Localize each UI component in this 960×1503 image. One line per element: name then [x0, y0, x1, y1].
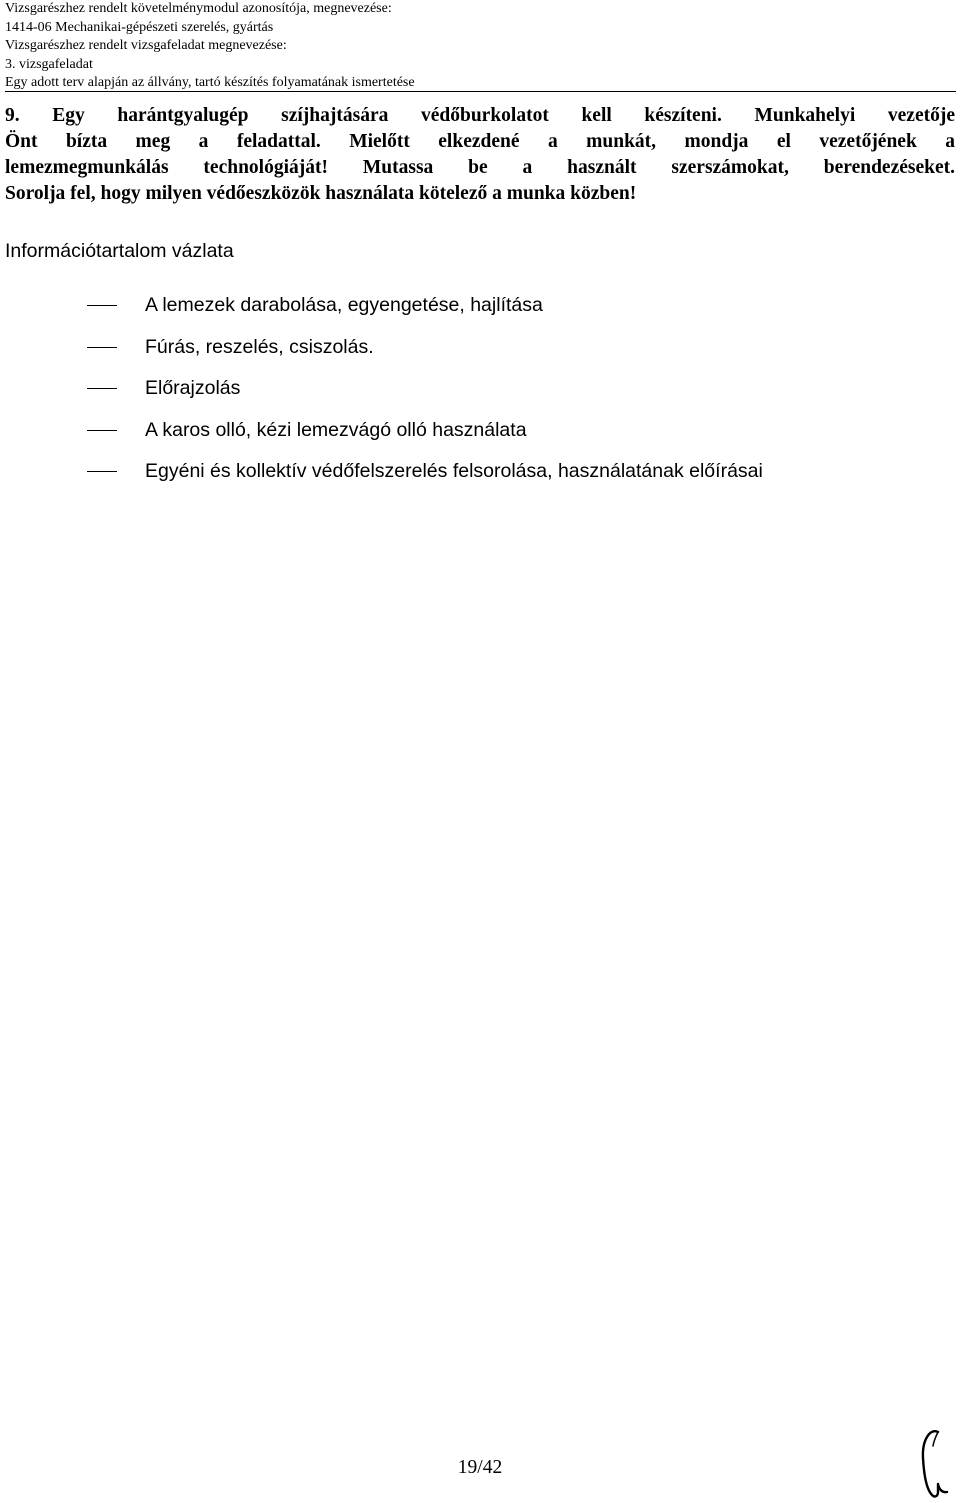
list-item — [0, 415, 960, 457]
dash-bullet-icon — [87, 305, 117, 306]
module-label: Vizsgarészhez rendelt követelménymodul azonosítója, megnevezése: — [5, 1, 392, 16]
task-description — [5, 103, 955, 207]
list-item-text: A lemezek darabolása, egyengetése, hajlítása — [145, 294, 543, 316]
list-item-text: Előrajzolás — [145, 377, 241, 400]
task-line: lemezmegmunkálás technológiáját! Mutassa be a használt szerszámokat, berendezéseket. — [5, 157, 955, 178]
list-item — [0, 373, 960, 415]
task-line: 9. Egy harántgyalugép szíjhajtására védőburkolatot kell készíteni. Munkahelyi vezetője — [5, 105, 955, 126]
info-outline-list — [0, 290, 960, 498]
exam-task-number: 3. vizsgafeladat — [5, 56, 93, 72]
exam-task-title: Egy adott terv alapján az állvány, tartó készítés folyamatának ismertetése — [5, 75, 415, 91]
info-outline-title: Információtartalom vázlata — [5, 240, 234, 262]
list-item — [0, 290, 960, 332]
header-divider — [5, 91, 956, 92]
dash-bullet-icon — [87, 430, 117, 431]
dash-bullet-icon — [87, 347, 117, 348]
list-item-text: A karos olló, kézi lemezvágó olló használata — [145, 418, 527, 441]
dash-bullet-icon — [87, 471, 117, 472]
list-item-text: Fúrás, reszelés, csiszolás. — [145, 335, 374, 358]
task-line: Önt bízta meg a feladattal. Mielőtt elkezdené a munkát, mondja el vezetőjének a — [5, 131, 955, 152]
document-header — [5, 0, 955, 93]
page-number: 19/42 — [457, 1457, 503, 1478]
task-line: Sorolja fel, hogy milyen védőeszközök használata kötelező a munka közben! — [5, 183, 637, 204]
exam-task-label: Vizsgarészhez rendelt vizsgafeladat megnevezése: — [5, 38, 287, 54]
list-item — [0, 332, 960, 374]
signature-icon — [916, 1426, 956, 1501]
list-item — [0, 456, 960, 498]
list-item-text: Egyéni és kollektív védőfelszerelés felsorolása, használatának előírásai — [145, 460, 763, 483]
dash-bullet-icon — [87, 388, 117, 389]
module-name: 1414-06 Mechanikai-gépészeti szerelés, gyártás — [5, 19, 274, 35]
